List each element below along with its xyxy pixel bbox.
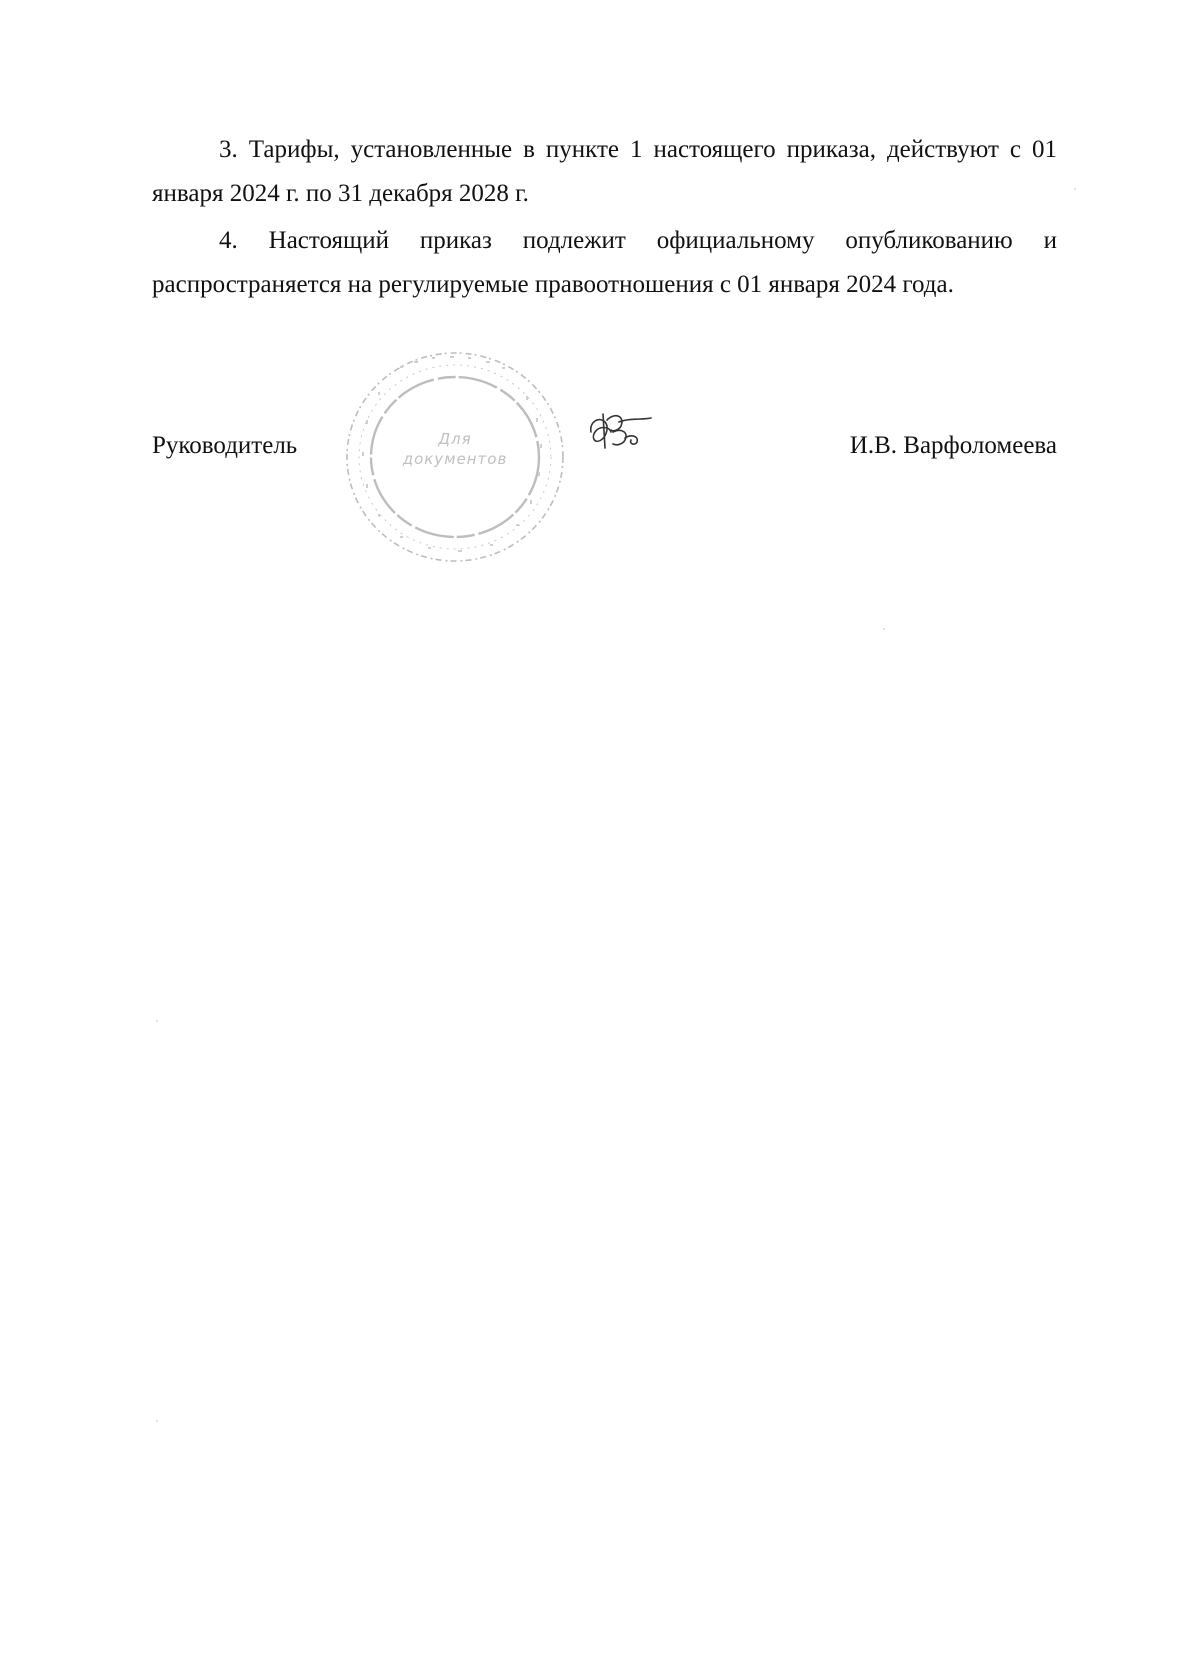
scan-speck [156,1420,158,1422]
paragraph-3: 3. Тарифы, установленные в пункте 1 настоящего приказа, действуют с 01 января 2024 г. по 31 декабря 2028 г. [152,136,1057,207]
official-stamp [340,344,570,570]
signature-scribble-icon [585,408,655,456]
stamp-text-line2: документов [402,450,508,468]
handwritten-signature [585,408,655,456]
document-body [152,128,1057,310]
stamp-text-line1: Для [438,430,472,448]
signatory-role: Руководитель [152,432,298,459]
signatory-name: И.В. Варфоломеева [849,432,1057,459]
paragraph-4: 4. Настоящий приказ подлежит официальному опубликованию и распространяется на регулируемые правоотношения с 01 января 2024 года. [152,227,1057,298]
scan-speck [883,628,885,630]
scan-speck [156,1020,158,1022]
scan-speck [1074,188,1076,190]
